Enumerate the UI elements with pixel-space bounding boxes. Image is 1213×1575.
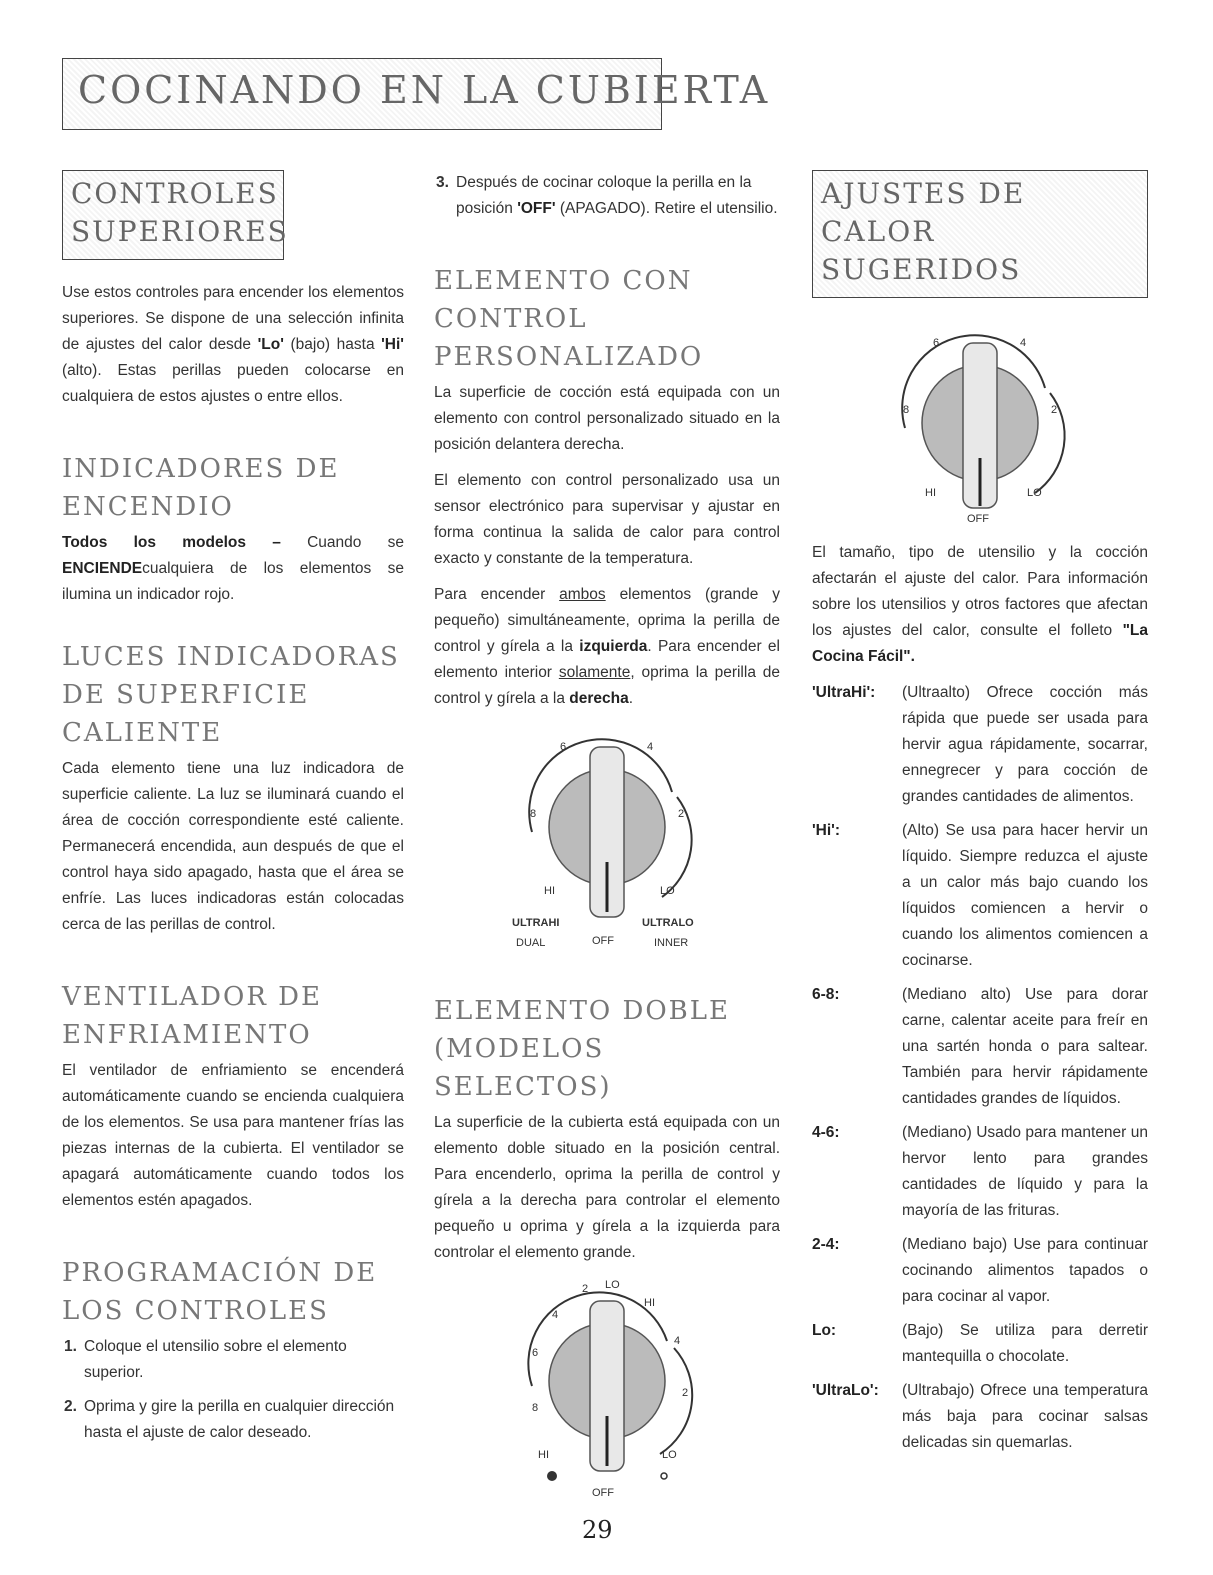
booklet-title: "La Cocina Fácil".: [812, 622, 1149, 665]
p3-text-e: .: [628, 690, 634, 707]
page-number: 29: [582, 1516, 613, 1544]
setting-term: 'Hi':: [812, 822, 841, 839]
knob-label-hi-bottom: HI: [538, 1449, 549, 1461]
setting-term: 'UltraLo':: [812, 1382, 879, 1399]
knob-label-4b: 4: [674, 1335, 681, 1347]
setting-term: 4-6:: [812, 1124, 840, 1141]
list-item: [812, 818, 1148, 974]
list-item: [812, 680, 1148, 810]
elemento-paragraph-3: [434, 582, 780, 712]
hi-term: 'Hi': [381, 336, 404, 353]
ajustes-intro-text: El tamaño, tipo de utensilio y la cocción afectarán el ajuste del calor. Para información sobre los utensilios y otros factores que afectan los ajustes del calor, consulte el folleto: [812, 544, 1148, 639]
list-item: [812, 1378, 1148, 1456]
knob-label-8: 8: [532, 1402, 539, 1414]
step-three-list: [434, 170, 780, 222]
doble-heading: ELEMENTO DOBLE (MODELOS SELECTOS): [434, 996, 731, 1102]
setting-description: (Mediano) Usado para mantener un hervor lento para grandes cantidades de líquido y para la mayoría de las frituras.: [902, 1124, 1148, 1219]
setting-description: (Mediano alto) Use para dorar carne, calentar aceite para freír en una sartén honda o para saltear. También para hervir rápidamente cantidades grandes de líquidos.: [902, 986, 1148, 1107]
doble-paragraph: La superficie de la cubierta está equipada con un elemento doble situado en la posición central. Para encenderlo, oprima la perilla de control y gírela a la derecha para controlar el elemento pequeño u oprima y gírela a la izquierda para controlar el elemento grande.: [434, 1114, 780, 1261]
setting-description: (Bajo) Se utiliza para derretir mantequilla o chocolate.: [902, 1322, 1148, 1365]
programacion-steps: [62, 1334, 404, 1446]
izquierda-term: izquierda: [579, 638, 648, 655]
setting-term: 6-8:: [812, 986, 840, 1003]
column-middle: [434, 170, 780, 1506]
step-number: 2.: [64, 1398, 77, 1415]
elemento-heading: ELEMENTO CON CONTROL PERSONALIZADO: [434, 266, 704, 372]
knob-label-hi: HI: [544, 885, 555, 897]
knob-label-lo-top: LO: [605, 1279, 620, 1291]
elemento-paragraph-2: El elemento con control personalizado usa un sensor electrónico para supervisar y ajustar en forma continua la salida de calor para control exacto y constante de la temperatura.: [434, 472, 780, 567]
knob-label-ultralo: ULTRALO: [642, 917, 694, 929]
setting-term: 2-4:: [812, 1236, 840, 1253]
todos-label: Todos los modelos –: [62, 534, 281, 551]
knob-label-6: 6: [560, 741, 567, 753]
knob-label-lo: LO: [660, 885, 675, 897]
step-text: Oprima y gire la perilla en cualquier dirección hasta el ajuste de calor deseado.: [84, 1398, 395, 1441]
knob-label-6: 6: [933, 337, 940, 349]
knob-label-8: 8: [903, 404, 910, 416]
ajustes-heading: AJUSTES DE CALOR SUGERIDOS: [821, 177, 1026, 286]
todos-text-b: cualquiera de los elementos se ilumina un indicador rojo.: [62, 560, 404, 603]
page-title: COCINANDO EN LA CUBIERTA: [78, 68, 771, 112]
setting-description: (Mediano bajo) Use para continuar cocinando alimentos tapados o para cocinar al vapor.: [902, 1236, 1148, 1305]
knob-label-lo: LO: [1027, 487, 1042, 499]
knob-label-hi-top: HI: [644, 1297, 655, 1309]
knob-label-ultrahi: ULTRAHI: [512, 917, 560, 929]
setting-description: (Ultrabajo) Ofrece una temperatura más baja para cocinar salsas delicadas sin quemarlas.: [902, 1382, 1148, 1451]
large-element-dot: [547, 1471, 557, 1481]
luces-heading: LUCES INDICADORAS DE SUPERFICIE CALIENTE: [62, 642, 400, 748]
knob-label-6: 6: [532, 1347, 539, 1359]
knob-label-4: 4: [552, 1309, 559, 1321]
knob-label-off: OFF: [967, 513, 989, 525]
ajustes-intro: [812, 540, 1148, 670]
knob-arc-right: [662, 797, 692, 897]
luces-paragraph: Cada elemento tiene una luz indicadora de superficie caliente. La luz se iluminará cuando el área de cocción correspondiente esté caliente. Permanecerá encendida, aun después de que el control haya sido apagado, hasta que el área se enfríe. Las luces indicadoras están colocadas cerca de las perillas de control.: [62, 760, 404, 933]
list-item: [812, 1120, 1148, 1224]
todos-text: Cuando se: [307, 534, 404, 551]
lo-term: 'Lo': [257, 336, 284, 353]
controles-heading-box: [62, 170, 289, 260]
step-item: [434, 170, 780, 222]
elemento-paragraph-1: La superficie de cocción está equipada con un elemento con control personalizado situado en la posición delantera derecha.: [434, 384, 780, 453]
setting-term: Lo:: [812, 1322, 837, 1339]
knob-label-off: OFF: [592, 1487, 614, 1499]
small-element-dot: [661, 1473, 667, 1479]
p3-text-d: , oprima la perilla de control y gírela a la: [434, 664, 781, 707]
knob-label-hi: HI: [925, 487, 936, 499]
step-item: [62, 1394, 404, 1446]
setting-description: (Ultraalto) Ofrece cocción más rápida que puede ser usada para hervir agua rápidamente, socarrar, ennegrecer y para cocción de grandes cantidades de alimentos.: [902, 684, 1148, 805]
column-left: [62, 170, 404, 1454]
knob-label-2: 2: [678, 808, 685, 820]
knob-label-4: 4: [647, 741, 654, 753]
knob-label-dual: DUAL: [516, 937, 546, 949]
p3-text-c: . Para encender el elemento interior: [434, 638, 780, 681]
dual-element-knob-illustration: [492, 1276, 722, 1506]
knob-arc-right: [1035, 393, 1065, 493]
ajustes-heading-box: [812, 170, 1148, 298]
controles-paragraph: [62, 280, 404, 410]
knob-label-2: 2: [1051, 404, 1058, 416]
step-text: Coloque el utensilio sobre el elemento superior.: [84, 1338, 347, 1381]
ventilador-paragraph: El ventilador de enfriamiento se encenderá automáticamente cuando se encienda cualquiera de los elementos. Se usa para mantener frías las piezas internas de la cubierta. El ventilador se apagará automáticamente cuando todos los elementos estén apagados.: [62, 1062, 404, 1209]
programacion-heading: PROGRAMACIÓN DE LOS CONTROLES: [62, 1258, 378, 1326]
setting-description: (Alto) Se usa para hacer hervir un líquido. Siempre reduzca el ajuste a un calor más bajo cuando los líquidos comiencen a hervir o cuando los alimentos comiencen a cocinarse.: [902, 822, 1148, 969]
ambos-term: ambos: [559, 586, 606, 603]
knob-arc-right: [660, 1348, 692, 1454]
step-number: 3.: [436, 174, 449, 191]
knob-label-inner: INNER: [654, 937, 689, 949]
heat-settings-knob-illustration: [865, 318, 1095, 528]
column-right: [812, 170, 1148, 1464]
step-item: [62, 1334, 404, 1386]
heat-settings-list: [812, 680, 1148, 1456]
setting-term: 'UltraHi':: [812, 684, 876, 701]
knob-label-4: 4: [1020, 337, 1027, 349]
list-item: [812, 982, 1148, 1112]
knob-label-8: 8: [530, 808, 537, 820]
step-number: 1.: [64, 1338, 77, 1355]
step-text: Después de cocinar coloque la perilla en la posición: [456, 174, 752, 217]
custom-control-knob-illustration: [492, 722, 722, 952]
ventilador-heading: VENTILADOR DE ENFRIAMIENTO: [62, 982, 322, 1050]
lo-text: (bajo) hasta: [290, 336, 375, 353]
indicadores-heading: INDICADORES DE ENCENDIO: [62, 454, 340, 522]
list-item: [812, 1318, 1148, 1370]
off-term: 'OFF': [517, 200, 556, 217]
controles-text: Use estos controles para encender los elementos superiores. Se dispone de una selección infinita de ajustes del calor desde: [62, 284, 404, 353]
knob-label-lo-bottom: LO: [662, 1449, 677, 1461]
derecha-term: derecha: [569, 690, 629, 707]
solamente-term: solamente: [558, 664, 631, 681]
controles-heading: CONTROLES SUPERIORES: [71, 177, 289, 248]
enciende-label: ENCIENDE: [62, 560, 143, 577]
list-item: [812, 1232, 1148, 1310]
knob-label-2: 2: [582, 1283, 589, 1295]
step-text-b: (APAGADO). Retire el utensilio.: [559, 200, 778, 217]
knob-label-off: OFF: [592, 935, 614, 947]
indicadores-paragraph: [62, 530, 404, 608]
knob-label-2b: 2: [682, 1387, 689, 1399]
p3-text-b: elementos (grande y pequeño) simultáneamente, oprima la perilla de control y gírela a la: [434, 586, 781, 655]
p3-text: Para encender: [434, 586, 546, 603]
hi-text: (alto). Estas perillas pueden colocarse en cualquiera de estos ajustes o entre ellos.: [62, 362, 404, 405]
